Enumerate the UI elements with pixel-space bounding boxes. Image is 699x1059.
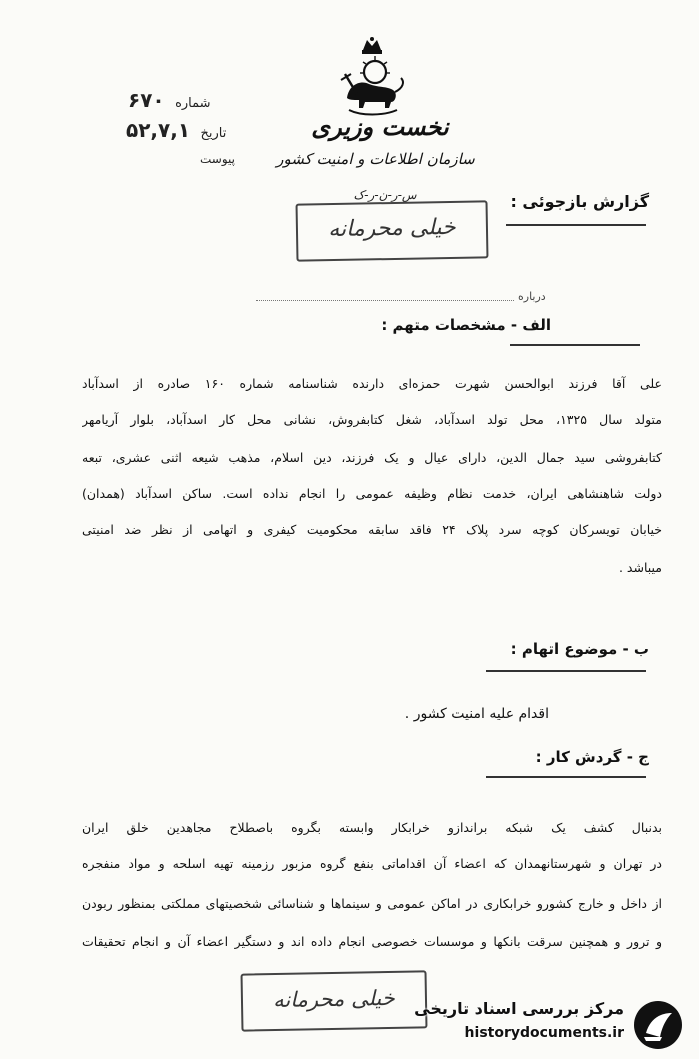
watermark-title: مرکز بررسی اسناد تاریخی xyxy=(414,999,624,1018)
date-value: ۵۲,۷,۱ xyxy=(126,118,191,142)
section-b-heading: ب - موضوع اتهام : xyxy=(510,640,649,658)
section-a-underline xyxy=(510,344,640,346)
date-label: تاریخ xyxy=(200,126,227,141)
org-title: نخست وزیری xyxy=(311,112,449,141)
section-a-line-6: میباشد . xyxy=(618,560,662,575)
section-b-underline xyxy=(486,670,646,672)
number-value: ۶۷۰ xyxy=(128,88,165,112)
section-a-line-1: علی آقا فرزند ابوالحسن شهرت حمزه‌ای دارنده شناسنامه شماره ۱۶۰ صادره از اسدآباد xyxy=(82,376,662,391)
org-subtitle: سازمان اطلاعات و امنیت کشور xyxy=(276,150,475,168)
section-a-line-2: متولد سال ۱۳۲۵، محل تولد اسدآباد، شغل کتابفروش، نشانی محل کار اسدآباد، بلوار آریامهر xyxy=(82,412,662,427)
report-title-underline xyxy=(506,224,646,226)
section-a-line-5: خیابان تویسرکان کوچه سرد پلاک ۲۴ فاقد سابقه محکومیت کیفری و اتهامی از نظر ضد امنیتی xyxy=(82,522,662,537)
date-line xyxy=(126,118,226,142)
number-line xyxy=(128,88,211,112)
section-a-line-3: کتابفروشی سید جمال الدین، دارای عیال و یک فرزند، دین اسلام، مذهب شیعه اثنی عشری، تبعه xyxy=(82,450,662,465)
regarding-label: درباره xyxy=(518,290,546,303)
section-c-line-3: از داخل و خارج کشورو خرابکاری در اماکن عمومی و سینماها و شناسائی شخصیتهای مملکتی بمنظور ربودن xyxy=(82,896,662,911)
section-b-text: اقدام علیه امنیت کشور . xyxy=(404,706,549,722)
watermark xyxy=(414,995,692,1055)
attachment-label: پیوست xyxy=(200,152,235,166)
org-code: س-ر-ن-ر-ک xyxy=(353,188,417,202)
section-c-line-1: بدنبال کشف یک شبکه براندازو خرابکار وابسته بگروه باصطلاح مجاهدین خلق ایران xyxy=(82,820,662,835)
section-c-line-4: و ترور و همچنین سرقت بانکها و موسسات خصوصی انجام داده اند و دستگیر اعضاء آن و انجام تحقیقات xyxy=(82,934,662,949)
section-c-line-2: در تهران و شهرستانهمدان که اعضاء آن اقداماتی بنفع گروه مزبور رزمینه تهیه اسلحه و مواد منفجره xyxy=(82,856,662,871)
section-c-heading: ج - گردش کار : xyxy=(535,748,649,766)
watermark-url: historydocuments.ir xyxy=(464,1025,624,1041)
section-a-heading: الف - مشخصات متهم : xyxy=(381,316,551,334)
lion-and-sun-emblem-icon xyxy=(335,36,409,118)
report-title: گزارش بازجوئی : xyxy=(510,192,649,211)
number-label: شماره xyxy=(175,96,211,111)
section-a-line-4: دولت شاهنشاهی ایران، خدمت نظام وظیفه عمومی را انجام نداده است. ساکن اسدآباد (همدان) xyxy=(82,486,662,501)
history-documents-logo-icon xyxy=(632,999,684,1051)
regarding-line xyxy=(256,300,514,301)
confidential-stamp-top: خیلی محرمانه xyxy=(296,200,489,261)
confidential-stamp-bottom: خیلی محرمانه xyxy=(241,970,428,1031)
section-c-underline xyxy=(486,776,646,778)
